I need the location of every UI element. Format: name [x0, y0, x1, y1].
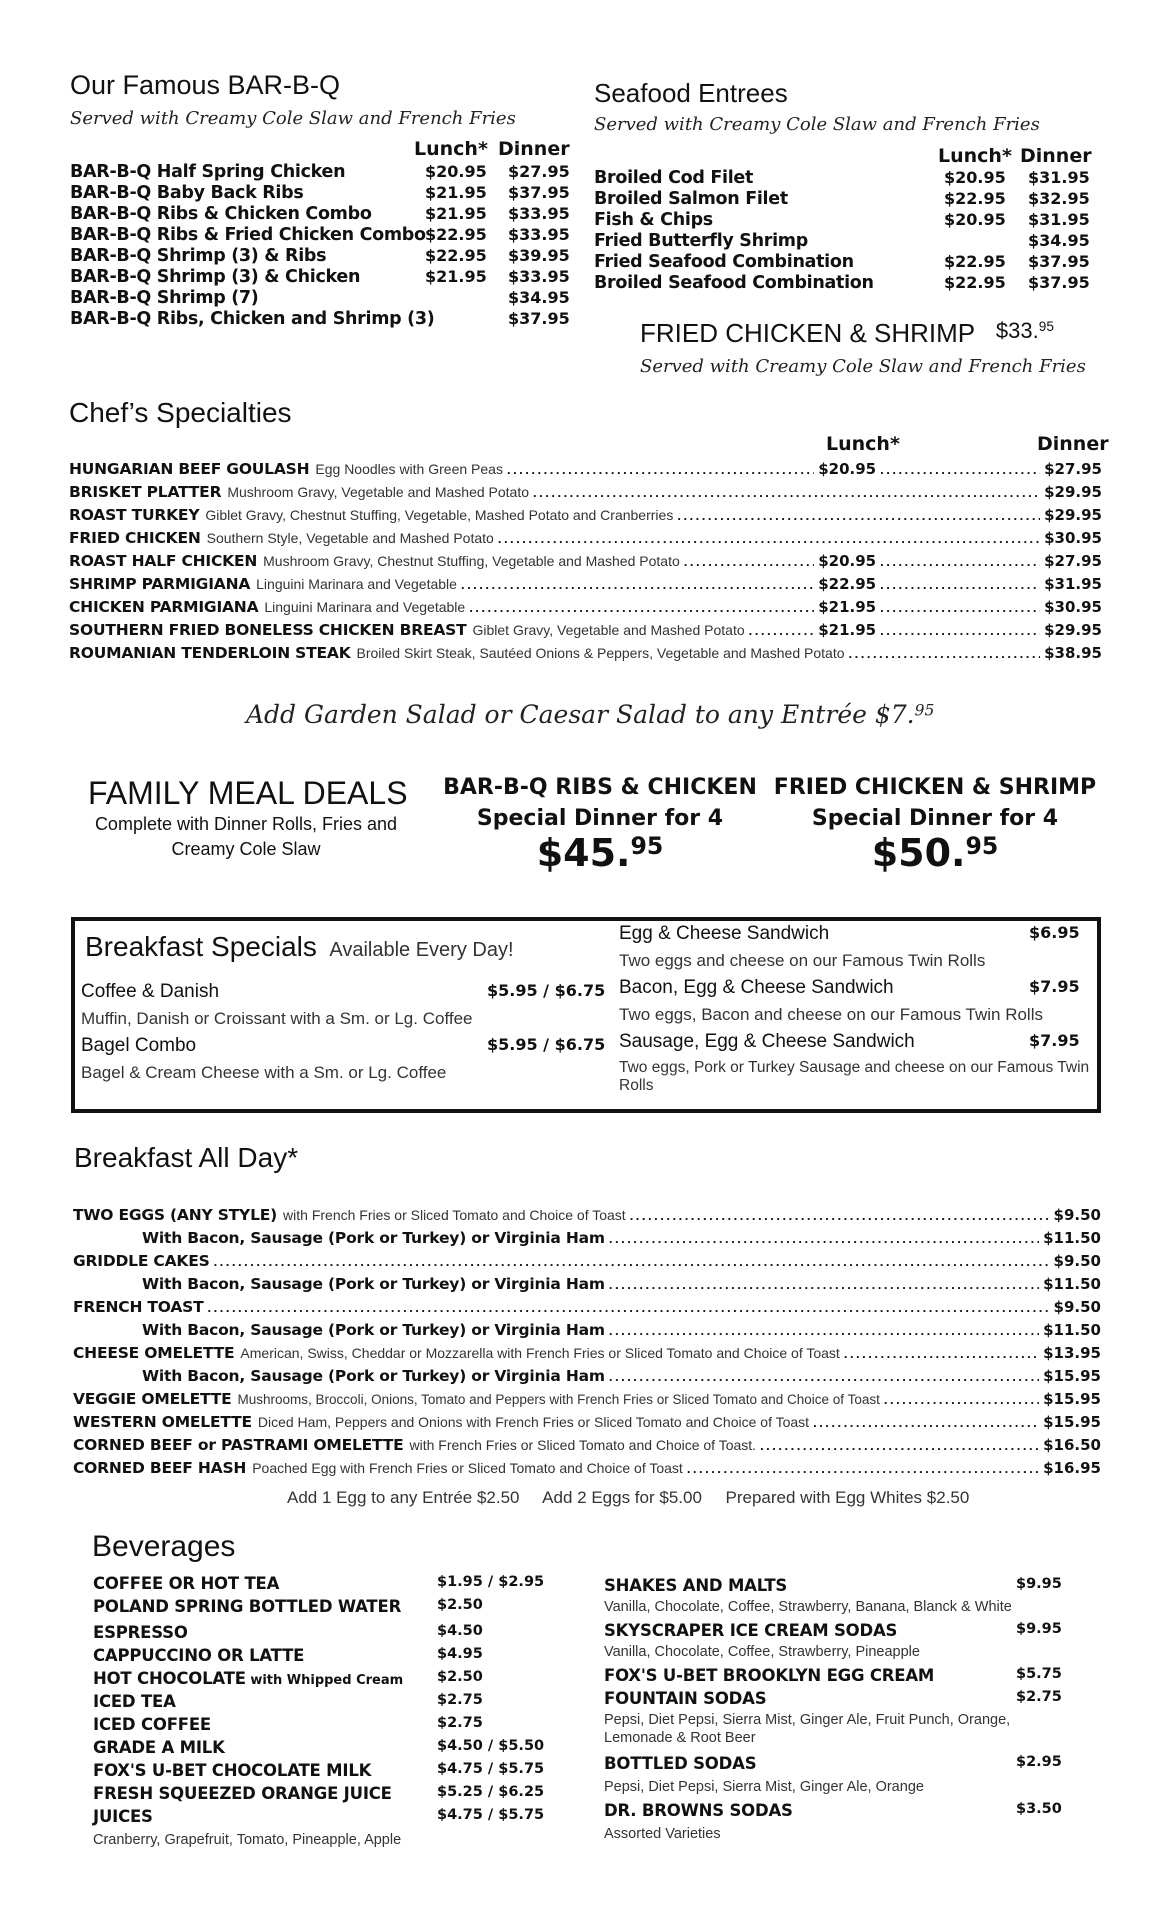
bbq-list	[70, 162, 570, 330]
bs-right-item-name: Egg & Cheese Sandwich	[619, 923, 830, 944]
bev-item-name: POLAND SPRING BOTTLED WATER	[93, 1597, 402, 1616]
seafood-list	[594, 168, 1094, 294]
leader-dots	[461, 577, 814, 592]
breakfast-specials-title: Breakfast Specials	[85, 931, 317, 962]
chef-item-lunch: $20.95	[818, 552, 877, 570]
seafood-item-dinner: $32.95	[1028, 189, 1090, 208]
bad-item-price: $9.50	[1053, 1298, 1101, 1316]
bad-item-desc: Poached Egg with French Fries or Sliced Tomato and Choice of Toast	[252, 1460, 683, 1476]
chef-item-desc: Mushroom Gravy, Chestnut Stuffing, Vegetable and Mashed Potato	[263, 553, 680, 569]
bs-right-item-name: Sausage, Egg & Cheese Sandwich	[619, 1031, 915, 1052]
chef-item	[69, 598, 1102, 621]
bbq-item-name: BAR-B-Q Baby Back Ribs	[70, 183, 304, 203]
bbq-item-name: BAR-B-Q Ribs, Chicken and Shrimp (3)	[70, 309, 435, 329]
bev-item-name: ICED COFFEE	[93, 1715, 211, 1734]
leader-dots	[880, 554, 1040, 569]
bev-item-price: $2.75	[1016, 1689, 1062, 1705]
bad-item-price: $13.95	[1043, 1344, 1101, 1362]
bev-item	[93, 1761, 545, 1781]
chef-item-desc: Southern Style, Vegetable and Mashed Potato	[206, 530, 494, 546]
breakfast-specials-heading	[85, 931, 514, 963]
salad-note-dollar: $7.	[874, 700, 915, 729]
leader-dots	[880, 462, 1040, 477]
leader-dots	[844, 1346, 1039, 1361]
seafood-item-name: Broiled Salmon Filet	[594, 189, 788, 209]
chef-item-desc: Egg Noodles with Green Peas	[315, 461, 503, 477]
bbq-item-lunch: $21.95	[425, 267, 487, 286]
deal-fcs-price	[770, 831, 1100, 875]
bev-item-name: FOUNTAIN SODAS	[604, 1689, 767, 1708]
chef-item-name: HUNGARIAN BEEF GOULASH	[69, 460, 310, 478]
leader-dots	[880, 577, 1040, 592]
bs-right-item-price: $7.95	[1029, 977, 1080, 996]
bbq-item-lunch: $22.95	[425, 246, 487, 265]
bs-left-item-price: $5.95 / $6.75	[487, 1035, 606, 1054]
chef-item-name: ROAST TURKEY	[69, 506, 200, 524]
seafood-item-lunch: $20.95	[944, 168, 1006, 187]
bev-item	[93, 1623, 483, 1643]
bev-item-price: $9.95	[1016, 1621, 1062, 1637]
deal-fcs-line2: Special Dinner for 4	[811, 806, 1059, 831]
bev-item	[93, 1807, 545, 1827]
bs-right-item-price: $7.95	[1029, 1031, 1080, 1050]
leader-dots	[507, 462, 814, 477]
bad-item-desc: with French Fries or Sliced Tomato and Choice of Toast.	[409, 1437, 757, 1453]
seafood-item-lunch: $22.95	[944, 252, 1006, 271]
bbq-item-dinner: $39.95	[508, 246, 570, 265]
bbq-lunch-header: Lunch*	[414, 138, 488, 160]
bs-right-item-price: $6.95	[1029, 923, 1080, 942]
bev-item-price: $3.50	[1016, 1801, 1062, 1817]
bev-item-price: $5.75	[1016, 1666, 1062, 1682]
chef-item-desc: Giblet Gravy, Chestnut Stuffing, Vegetable, Mashed Potato and Cranberries	[205, 507, 674, 523]
bev-item-price: $2.50	[437, 1597, 483, 1613]
family-deal-fcs	[770, 775, 1100, 875]
bad-item-name: With Bacon, Sausage (Pork or Turkey) or Virginia Ham	[142, 1229, 605, 1247]
leader-dots	[849, 646, 1041, 661]
bs-right-item-desc: Two eggs, Pork or Turkey Sausage and cheese on our Famous Twin Rolls	[619, 1059, 1090, 1094]
leader-dots	[609, 1323, 1039, 1338]
bev-item	[93, 1784, 545, 1804]
chef-item-name: SHRIMP PARMIGIANA	[69, 575, 251, 593]
bs-left-item-desc: Bagel & Cream Cheese with a Sm. or Lg. Coffee	[81, 1063, 447, 1082]
bad-item-price: $11.50	[1043, 1275, 1101, 1293]
chef-item-lunch: $21.95	[818, 598, 877, 616]
seafood-item	[594, 273, 1094, 294]
bev-item	[604, 1576, 1062, 1596]
chef-item-lunch: $21.95	[818, 621, 877, 639]
bad-item	[73, 1229, 1101, 1252]
bbq-item	[70, 267, 570, 288]
bad-item-price: $16.50	[1043, 1436, 1101, 1454]
bad-item-price: $15.95	[1043, 1390, 1101, 1408]
family-deal-bbq	[440, 775, 760, 875]
bev-item-desc: Vanilla, Chocolate, Coffee, Strawberry, Pineapple	[604, 1644, 920, 1660]
bad-item	[73, 1344, 1101, 1367]
bad-item	[73, 1252, 1101, 1275]
chef-item	[69, 483, 1102, 506]
bad-item-price: $15.95	[1043, 1413, 1101, 1431]
bs-right-item-desc: Two eggs, Bacon and cheese on our Famous Twin Rolls	[619, 1005, 1043, 1024]
bad-item	[73, 1298, 1101, 1321]
family-subtitle: Complete with Dinner Rolls, Fries and Creamy Cole Slaw	[94, 814, 398, 859]
leader-dots	[609, 1277, 1039, 1292]
bev-item-name: FOX'S U-BET CHOCOLATE MILK	[93, 1761, 372, 1780]
chef-lunch-header: Lunch*	[826, 433, 900, 455]
bev-item-price: $4.50 / $5.50	[437, 1738, 545, 1754]
bad-item	[73, 1367, 1101, 1390]
leader-dots	[880, 600, 1040, 615]
bad-item-name: CORNED BEEF or PASTRAMI OMELETTE	[73, 1436, 404, 1454]
chef-item-name: ROUMANIAN TENDERLOIN STEAK	[69, 644, 351, 662]
seafood-item-dinner: $37.95	[1028, 252, 1090, 271]
chef-item-name: CHICKEN PARMIGIANA	[69, 598, 259, 616]
juices-desc: Cranberry, Grapefruit, Tomato, Pineapple, Apple	[93, 1832, 402, 1848]
salad-note-price	[875, 700, 935, 729]
bbq-dinner-header: Dinner	[498, 138, 570, 160]
bad-item-name: WESTERN OMELETTE	[73, 1413, 252, 1431]
bbq-item-name: BAR-B-Q Shrimp (3) & Chicken	[70, 267, 361, 287]
bev-item-name: GRADE A MILK	[93, 1738, 225, 1757]
chef-item-desc: Linguini Marinara and Vegetable	[264, 599, 466, 615]
fcs-price-cents: 95	[1038, 319, 1054, 335]
bbq-item-lunch: $21.95	[425, 183, 487, 202]
bbq-item-dinner: $33.95	[508, 204, 570, 223]
bev-item-name: CAPPUCCINO OR LATTE	[93, 1646, 305, 1665]
seafood-subtitle: Served with Creamy Cole Slaw and French Fries	[594, 114, 1040, 135]
leader-dots	[749, 623, 815, 638]
bbq-item	[70, 309, 570, 330]
seafood-dinner-header: Dinner	[1020, 145, 1092, 167]
chef-item	[69, 460, 1102, 483]
bad-item-price: $11.50	[1043, 1229, 1101, 1247]
deal-fcs-price-dollar: $50.	[871, 831, 966, 875]
deal-fcs-line1: FRIED CHICKEN & SHRIMP	[773, 775, 1097, 800]
bad-item-name: CHEESE OMELETTE	[73, 1344, 235, 1362]
seafood-item	[594, 189, 1094, 210]
bev-item-name: SHAKES AND MALTS	[604, 1576, 788, 1595]
bbq-item-lunch: $21.95	[425, 204, 487, 223]
bbq-item-name: BAR-B-Q Half Spring Chicken	[70, 162, 346, 182]
bbq-item	[70, 225, 570, 246]
chef-list	[69, 460, 1102, 675]
bbq-item-name: BAR-B-Q Shrimp (7)	[70, 288, 259, 308]
bad-item-name: CORNED BEEF HASH	[73, 1459, 247, 1477]
bbq-title: Our Famous BAR-B-Q	[70, 70, 341, 100]
bad-item-name: With Bacon, Sausage (Pork or Turkey) or Virginia Ham	[142, 1367, 605, 1385]
leader-dots	[214, 1254, 1050, 1269]
bbq-item-dinner: $27.95	[508, 162, 570, 181]
leader-dots	[684, 554, 814, 569]
seafood-item-name: Broiled Cod Filet	[594, 168, 754, 188]
bev-item-price: $4.50	[437, 1623, 483, 1639]
bad-item	[73, 1206, 1101, 1229]
chef-item-dinner: $30.95	[1044, 529, 1102, 547]
chef-item-dinner: $29.95	[1044, 506, 1102, 524]
bev-item-price: $2.75	[437, 1715, 483, 1731]
deal-bbq-price-dollar: $45.	[536, 831, 631, 875]
chef-item-dinner: $30.95	[1044, 598, 1102, 616]
leader-dots	[813, 1415, 1039, 1430]
leader-dots	[884, 1392, 1039, 1407]
bad-item-desc: Mushrooms, Broccoli, Onions, Tomato and Peppers with French Fries or Sliced Tomato and Choice of Toast	[237, 1392, 880, 1407]
bbq-item-name: BAR-B-Q Ribs & Fried Chicken Combo	[70, 225, 426, 245]
fcs-price-dollar: $33.	[995, 318, 1039, 343]
seafood-item-lunch: $20.95	[944, 210, 1006, 229]
seafood-item	[594, 252, 1094, 273]
leader-dots	[880, 623, 1040, 638]
bbq-item-dinner: $34.95	[508, 288, 570, 307]
bad-item-name: FRENCH TOAST	[73, 1298, 204, 1316]
bad-item-name: TWO EGGS (ANY STYLE)	[73, 1206, 278, 1224]
chef-item-dinner: $29.95	[1044, 483, 1102, 501]
bs-right-item-name: Bacon, Egg & Cheese Sandwich	[619, 977, 894, 998]
bev-item-price: $2.95	[1016, 1754, 1062, 1770]
bbq-subtitle: Served with Creamy Cole Slaw and French Fries	[70, 108, 516, 129]
chef-item-lunch: $22.95	[818, 575, 877, 593]
bev-item-name: ESPRESSO	[93, 1623, 188, 1642]
bev-item-name: FRESH SQUEEZED ORANGE JUICE	[93, 1784, 392, 1803]
bbq-item-dinner: $37.95	[508, 183, 570, 202]
bev-item	[93, 1646, 483, 1666]
leader-dots	[208, 1300, 1050, 1315]
breakfast-specials-note: Available Every Day!	[329, 939, 514, 961]
leader-dots	[760, 1438, 1039, 1453]
bad-item	[73, 1436, 1101, 1459]
breakfast-all-day-list	[73, 1206, 1101, 1486]
bs-left-item-name: Bagel Combo	[81, 1035, 197, 1056]
seafood-item-name: Fried Butterfly Shrimp	[594, 231, 808, 251]
family-title: FAMILY MEAL DEALS	[88, 775, 408, 811]
bbq-item-name: BAR-B-Q Shrimp (3) & Ribs	[70, 246, 327, 266]
seafood-item-dinner: $31.95	[1028, 168, 1090, 187]
fcs-subtitle: Served with Creamy Cole Slaw and French Fries	[640, 356, 1086, 377]
bad-item-name: With Bacon, Sausage (Pork or Turkey) or Virginia Ham	[142, 1321, 605, 1339]
salad-note-text: Add Garden Salad or Caesar Salad to any Entrée	[246, 700, 867, 729]
bev-item-desc: Pepsi, Diet Pepsi, Sierra Mist, Ginger Ale, Orange	[604, 1779, 924, 1795]
bad-item-price: $9.50	[1053, 1252, 1101, 1270]
bbq-item	[70, 204, 570, 225]
bev-item-name: JUICES	[93, 1807, 153, 1826]
seafood-item-name: Fish & Chips	[594, 210, 713, 230]
seafood-item-lunch: $22.95	[944, 189, 1006, 208]
bev-item-price: $4.95	[437, 1646, 483, 1662]
bbq-item	[70, 288, 570, 309]
bbq-item	[70, 183, 570, 204]
bev-item-name: DR. BROWNS SODAS	[604, 1801, 793, 1820]
chef-item	[69, 506, 1102, 529]
bev-item	[604, 1754, 1062, 1774]
chef-item	[69, 552, 1102, 575]
bev-item	[93, 1738, 545, 1758]
bev-item-price: $9.95	[1016, 1576, 1062, 1592]
seafood-item-lunch: $22.95	[944, 273, 1006, 292]
bev-item-desc: Assorted Varieties	[604, 1826, 721, 1842]
bev-item	[93, 1574, 545, 1594]
breakfast-specials-box	[71, 917, 1101, 1113]
bbq-item	[70, 162, 570, 183]
leader-dots	[469, 600, 814, 615]
bev-item	[604, 1801, 1062, 1821]
chef-item	[69, 644, 1102, 667]
deal-fcs-price-cents: 95	[965, 832, 999, 861]
leader-dots	[687, 1461, 1039, 1476]
chef-title: Chef’s Specialties	[69, 397, 292, 428]
bev-item-price: $4.75 / $5.75	[437, 1761, 545, 1777]
seafood-item-name: Fried Seafood Combination	[594, 252, 854, 272]
chef-dinner-header: Dinner	[1037, 433, 1109, 455]
bev-item-desc: Pepsi, Diet Pepsi, Sierra Mist, Ginger Ale, Fruit Punch, Orange,	[604, 1712, 1011, 1728]
bev-item-price: $2.75	[437, 1692, 483, 1708]
bs-left-item-desc: Muffin, Danish or Croissant with a Sm. or Lg. Coffee	[81, 1009, 473, 1028]
bev-item-price: $1.95 / $2.95	[437, 1574, 545, 1590]
chef-item-name: SOUTHERN FRIED BONELESS CHICKEN BREAST	[69, 621, 467, 639]
fried-chicken-shrimp-title	[640, 318, 1054, 349]
bev-item-name: HOT CHOCOLATE	[93, 1669, 246, 1688]
bad-item-desc: with French Fries or Sliced Tomato and Choice of Toast	[283, 1207, 626, 1223]
chef-item-desc: Mushroom Gravy, Vegetable and Mashed Potato	[227, 484, 530, 500]
chef-item-dinner: $27.95	[1044, 552, 1102, 570]
bev-item-name: FOX'S U-BET BROOKLYN EGG CREAM	[604, 1666, 935, 1685]
bev-item	[93, 1669, 483, 1689]
chef-item-name: ROAST HALF CHICKEN	[69, 552, 258, 570]
bev-item-name: BOTTLED SODAS	[604, 1754, 757, 1773]
leader-dots	[609, 1231, 1039, 1246]
seafood-title: Seafood Entrees	[594, 78, 788, 108]
seafood-lunch-header: Lunch*	[938, 145, 1012, 167]
chef-item-desc: Giblet Gravy, Vegetable and Mashed Potato	[472, 622, 745, 638]
bad-item-desc: American, Swiss, Cheddar or Mozzarella with French Fries or Sliced Tomato and Choice of Toast	[240, 1345, 840, 1361]
chef-item-name: BRISKET PLATTER	[69, 483, 222, 501]
bev-item	[604, 1621, 1062, 1641]
bev-item-desc: Vanilla, Chocolate, Coffee, Strawberry, Banana, Blanck & White	[604, 1599, 1012, 1615]
bev-item	[93, 1692, 483, 1712]
breakfast-all-day-title: Breakfast All Day*	[74, 1142, 299, 1173]
deal-bbq-price-cents: 95	[630, 832, 664, 861]
chef-item-dinner: $27.95	[1044, 460, 1102, 478]
leader-dots	[609, 1369, 1039, 1384]
chef-item-dinner: $31.95	[1044, 575, 1102, 593]
bs-left-item-name: Coffee & Danish	[81, 981, 220, 1002]
bad-item-name: GRIDDLE CAKES	[73, 1252, 210, 1270]
bev-item-note: with Whipped Cream	[250, 1673, 404, 1688]
bad-item	[73, 1413, 1101, 1436]
chef-item-name: FRIED CHICKEN	[69, 529, 201, 547]
chef-item	[69, 529, 1102, 552]
bad-item-desc: Diced Ham, Peppers and Onions with French Fries or Sliced Tomato and Choice of Toast	[257, 1414, 810, 1430]
fcs-title-text: FRIED CHICKEN & SHRIMP	[640, 318, 975, 348]
breakfast-addons: Add 1 Egg to any Entrée $2.50 Add 2 Eggs for $5.00 Prepared with Egg Whites $2.50	[287, 1488, 970, 1507]
salad-note	[246, 700, 934, 729]
bad-item-price: $15.95	[1043, 1367, 1101, 1385]
bbq-item-name: BAR-B-Q Ribs & Chicken Combo	[70, 204, 372, 224]
seafood-item	[594, 168, 1094, 189]
leader-dots	[630, 1208, 1050, 1223]
bs-left-item-price: $5.95 / $6.75	[487, 981, 606, 1000]
bev-item-price: $4.75 / $5.75	[437, 1807, 545, 1823]
seafood-item	[594, 231, 1094, 252]
beverages-left-list	[93, 1574, 545, 1854]
bev-item	[604, 1689, 1062, 1709]
bs-right-item-desc: Two eggs and cheese on our Famous Twin Rolls	[619, 951, 986, 970]
bbq-item-dinner: $33.95	[508, 225, 570, 244]
bev-item	[604, 1666, 1062, 1686]
leader-dots	[677, 508, 1040, 523]
beverages-title: Beverages	[92, 1530, 236, 1563]
chef-item-dinner: $29.95	[1044, 621, 1102, 639]
bad-item	[73, 1459, 1101, 1482]
bad-item-price: $16.95	[1043, 1459, 1101, 1477]
bev-item-price: $5.25 / $6.25	[437, 1784, 545, 1800]
bev-item-price: $2.50	[437, 1669, 483, 1685]
deal-bbq-price	[440, 831, 760, 875]
chef-item-desc: Broiled Skirt Steak, Sautéed Onions & Peppers, Vegetable and Mashed Potato	[356, 645, 845, 661]
chef-item-lunch: $20.95	[818, 460, 877, 478]
bad-item-price: $11.50	[1043, 1321, 1101, 1339]
bev-item	[93, 1597, 483, 1617]
fcs-price	[996, 318, 1054, 343]
deal-bbq-line2: Special Dinner for 4	[476, 806, 724, 831]
seafood-item-dinner: $34.95	[1028, 231, 1090, 250]
bad-item-name: With Bacon, Sausage (Pork or Turkey) or Virginia Ham	[142, 1275, 605, 1293]
beverages-right-list	[604, 1576, 1104, 1856]
seafood-item-dinner: $31.95	[1028, 210, 1090, 229]
bbq-item	[70, 246, 570, 267]
chef-item	[69, 621, 1102, 644]
chef-item-desc: Linguini Marinara and Vegetable	[256, 576, 457, 592]
bev-item-name: ICED TEA	[93, 1692, 176, 1711]
leader-dots	[533, 485, 1040, 500]
bbq-item-lunch: $20.95	[425, 162, 487, 181]
bbq-item-dinner: $37.95	[508, 309, 570, 328]
deal-bbq-line1: BAR-B-Q RIBS & CHICKEN	[443, 775, 757, 800]
bev-item-desc-2: Lemonade & Root Beer	[604, 1730, 756, 1746]
chef-item	[69, 575, 1102, 598]
bev-item	[93, 1715, 483, 1735]
seafood-item	[594, 210, 1094, 231]
bbq-item-dinner: $33.95	[508, 267, 570, 286]
salad-note-cents: 95	[914, 701, 935, 720]
bbq-item-lunch: $22.95	[425, 225, 487, 244]
bad-item	[73, 1321, 1101, 1344]
seafood-item-name: Broiled Seafood Combination	[594, 273, 874, 293]
bev-item-name: COFFEE OR HOT TEA	[93, 1574, 280, 1593]
bad-item-name: VEGGIE OMELETTE	[73, 1390, 232, 1408]
bad-item	[73, 1390, 1101, 1413]
leader-dots	[498, 531, 1040, 546]
chef-item-dinner: $38.95	[1044, 644, 1102, 662]
bad-item-price: $9.50	[1053, 1206, 1101, 1224]
seafood-item-dinner: $37.95	[1028, 273, 1090, 292]
bev-item-name: SKYSCRAPER ICE CREAM SODAS	[604, 1621, 898, 1640]
bad-item	[73, 1275, 1101, 1298]
